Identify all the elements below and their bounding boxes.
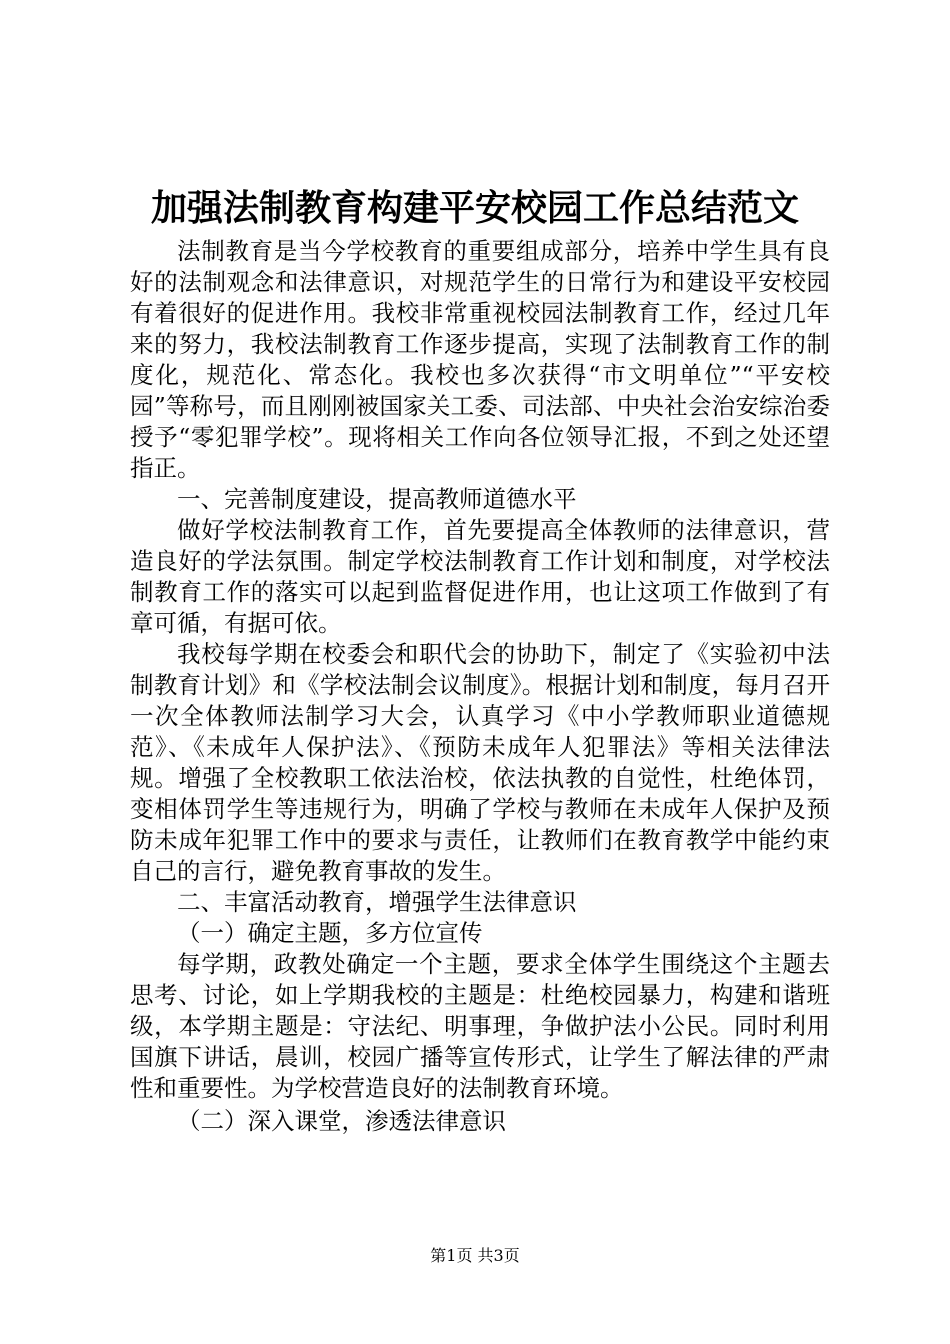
page-number-footer: 第1页 共3页 [430, 1246, 520, 1265]
body-paragraph: 法制教育是当今学校教育的重要组成部分，培养中学生具有良好的法制观念和法律意识，对规范学生的日常行为和建设平安校园有着很好的促进作用。我校非常重视校园法制教育工作，经过几年来的努力，我校法制教育工作逐步提高，实现了法制教育工作的制度化，规范化、常态化。我校也多次获得“市文明单位”“平安校园”等称号，而且刚刚被国家关工委、司法部、中央社会治安综治委授予“零犯罪学校”。现将相关工作向各位领导汇报，不到之处还望指正。 [130, 237, 830, 482]
section-heading: 一、完善制度建设，提高教师道德水平 [177, 485, 577, 513]
body-paragraph: 每学期，政教处确定一个主题，要求全体学生围绕这个主题去思考、讨论，如上学期我校的主题是：杜绝校园暴力，构建和谐班级，本学期主题是：守法纪、明事理，争做护法小公民。同时利用国旗下讲话，晨训，校园广播等宣传形式，让学生了解法律的严肃性和重要性。为学校营造良好的法制教育环境。 [130, 950, 830, 1102]
section-heading: 二、丰富活动教育，增强学生法律意识 [177, 888, 577, 916]
body-paragraph: 我校每学期在校委会和职代会的协助下，制定了《实验初中法制教育计划》和《学校法制会议制度》。根据计划和制度，每月召开一次全体教师法制学习大会，认真学习《中小学教师职业道德规范》、《未成年人保护法》、《预防未成年人犯罪法》等相关法律法规。增强了全校教职工依法治校，依法执教的自觉性，杜绝体罚，变相体罚学生等违规行为，明确了学校与教师在未成年人保护及预防未成年犯罪工作中的要求与责任，让教师们在教育教学中能约束自己的言行，避免教育事故的发生。 [130, 640, 830, 885]
subsection-heading: （一）确定主题，多方位宣传 [177, 919, 483, 947]
document-title: 加强法制教育构建平安校园工作总结范文 [150, 187, 799, 229]
document-body [130, 236, 830, 1137]
subsection-heading: （二）深入课堂，渗透法律意识 [177, 1107, 506, 1135]
body-paragraph: 做好学校法制教育工作，首先要提高全体教师的法律意识，营造良好的学法氛围。制定学校法制教育工作计划和制度，对学校法制教育工作的落实可以起到监督促进作用，也让这项工作做到了有章可循，有据可依。 [130, 516, 830, 637]
